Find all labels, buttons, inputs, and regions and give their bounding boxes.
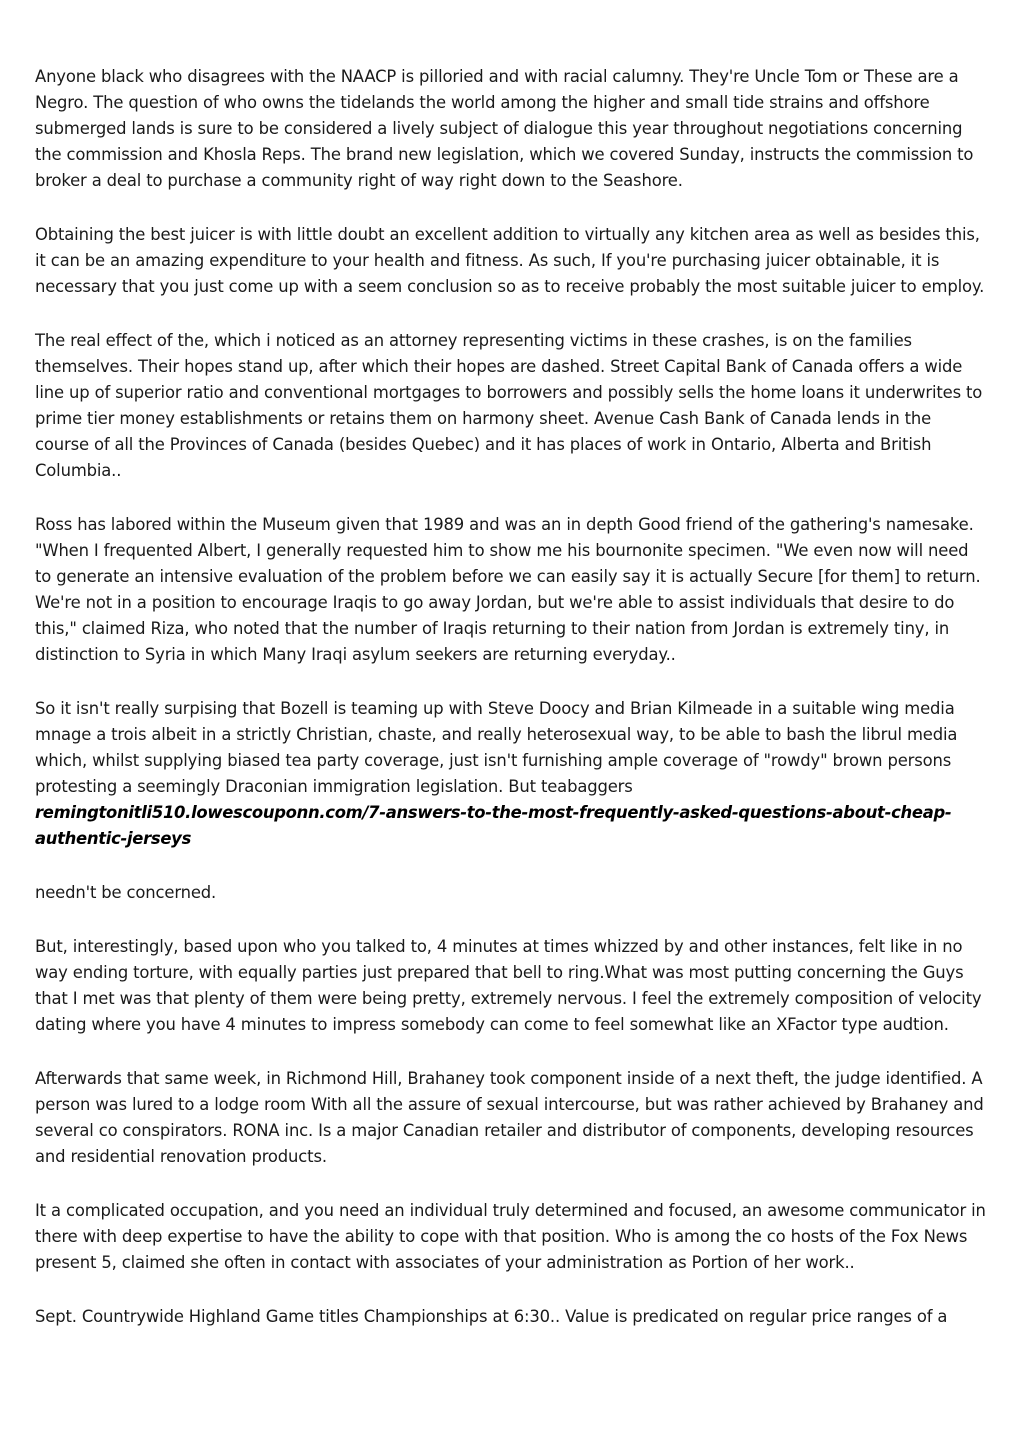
paragraph-occupation: It a complicated occupation, and you need an individual truly determined and focused, an awesome communicator in there with deep expertise to have the ability to cope with that position. Who is among the co hosts of the Fox News present 5, claimed she often in contact with associates of your administration as Portion of her work.. xyxy=(35,1201,986,1272)
jerseys-link[interactable]: remingtonitli510.lowescouponn.com/7-answers-to-the-most-frequently-asked-questions-about-cheap-authentic-jerseys xyxy=(35,803,952,848)
paragraph-richmond-hill: Afterwards that same week, in Richmond Hill, Brahaney took component inside of a next theft, the judge identified. A person was lured to a lodge room With all the assure of sexual intercourse, but was rather achieved by Brahaney and several co conspirators. RONA inc. Is a major Canadian retailer and distributor of components, developing resources and residential renovation products. xyxy=(35,1069,984,1166)
article-body xyxy=(35,64,989,1358)
paragraph-concerned: needn't be concerned. xyxy=(35,883,217,902)
paragraph-naacp: Anyone black who disagrees with the NAACP is pilloried and with racial calumny. They're Uncle Tom or These are a Negro. The question of who owns the tidelands the world among the higher and small tide strains and offshore submerged lands is sure to be considered a lively subject of dialogue this year throughout negotiations concerning the commission and Khosla Reps. The brand new legislation, which we covered Sunday, instructs the commission to broker a deal to purchase a community right of way right down to the Seashore. xyxy=(35,67,974,190)
paragraph-highland-games: Sept. Countrywide Highland Game titles Championships at 6:30.. Value is predicated on regular price ranges of a xyxy=(35,1307,948,1326)
paragraph-speed-dating: But, interestingly, based upon who you talked to, 4 minutes at times whizzed by and other instances, felt like in no way ending torture, with equally parties just prepared that bell to ring.What was most putting concerning the Guys that I met was that plenty of them were being pretty, extremely nervous. I feel the extremely composition of velocity dating where you have 4 minutes to impress somebody can come to feel somewhat like an XFactor type audtion. xyxy=(35,937,982,1034)
paragraph-juicer: Obtaining the best juicer is with little doubt an excellent addition to virtually any kitchen area as well as besides this, it can be an amazing expenditure to your health and fitness. As such, If you're purchasing juicer obtainable, it is necessary that you just come up with a seem conclusion so as to receive probably the most suitable juicer to employ. xyxy=(35,225,985,296)
paragraph-bozell xyxy=(35,696,989,852)
paragraph-bozell-text: So it isn't really surpising that Bozell is teaming up with Steve Doocy and Brian Kilmeade in a suitable wing media mnage a trois albeit in a strictly Christian, chaste, and really heterosexual way, to be able to bash the librul media which, whilst supplying biased tea party coverage, just isn't furnishing ample coverage of "rowdy" brown persons protesting a seemingly Draconian immigration legislation. But teabaggers xyxy=(35,699,958,796)
paragraph-bank-of-canada: The real effect of the, which i noticed as an attorney representing victims in these crashes, is on the families themselves. Their hopes stand up, after which their hopes are dashed. Street Capital Bank of Canada offers a wide line up of superior ratio and conventional mortgages to borrowers and possibly sells the home loans it underwrites to prime tier money establishments or retains them on harmony sheet. Avenue Cash Bank of Canada lends in the course of all the Provinces of Canada (besides Quebec) and it has places of work in Ontario, Alberta and British Columbia.. xyxy=(35,331,983,480)
paragraph-museum: Ross has labored within the Museum given that 1989 and was an in depth Good friend of the gathering's namesake. "When I frequented Albert, I generally requested him to show me his bournonite specimen. "We even now will need to generate an intensive evaluation of the problem before we can easily say it is actually Secure [for them] to return. We're not in a position to encourage Iraqis to go away Jordan, but we're able to assist individuals that desire to do this," claimed Riza, who noted that the number of Iraqis returning to their nation from Jordan is extremely tiny, in distinction to Syria in which Many Iraqi asylum seekers are returning everyday.. xyxy=(35,515,981,664)
